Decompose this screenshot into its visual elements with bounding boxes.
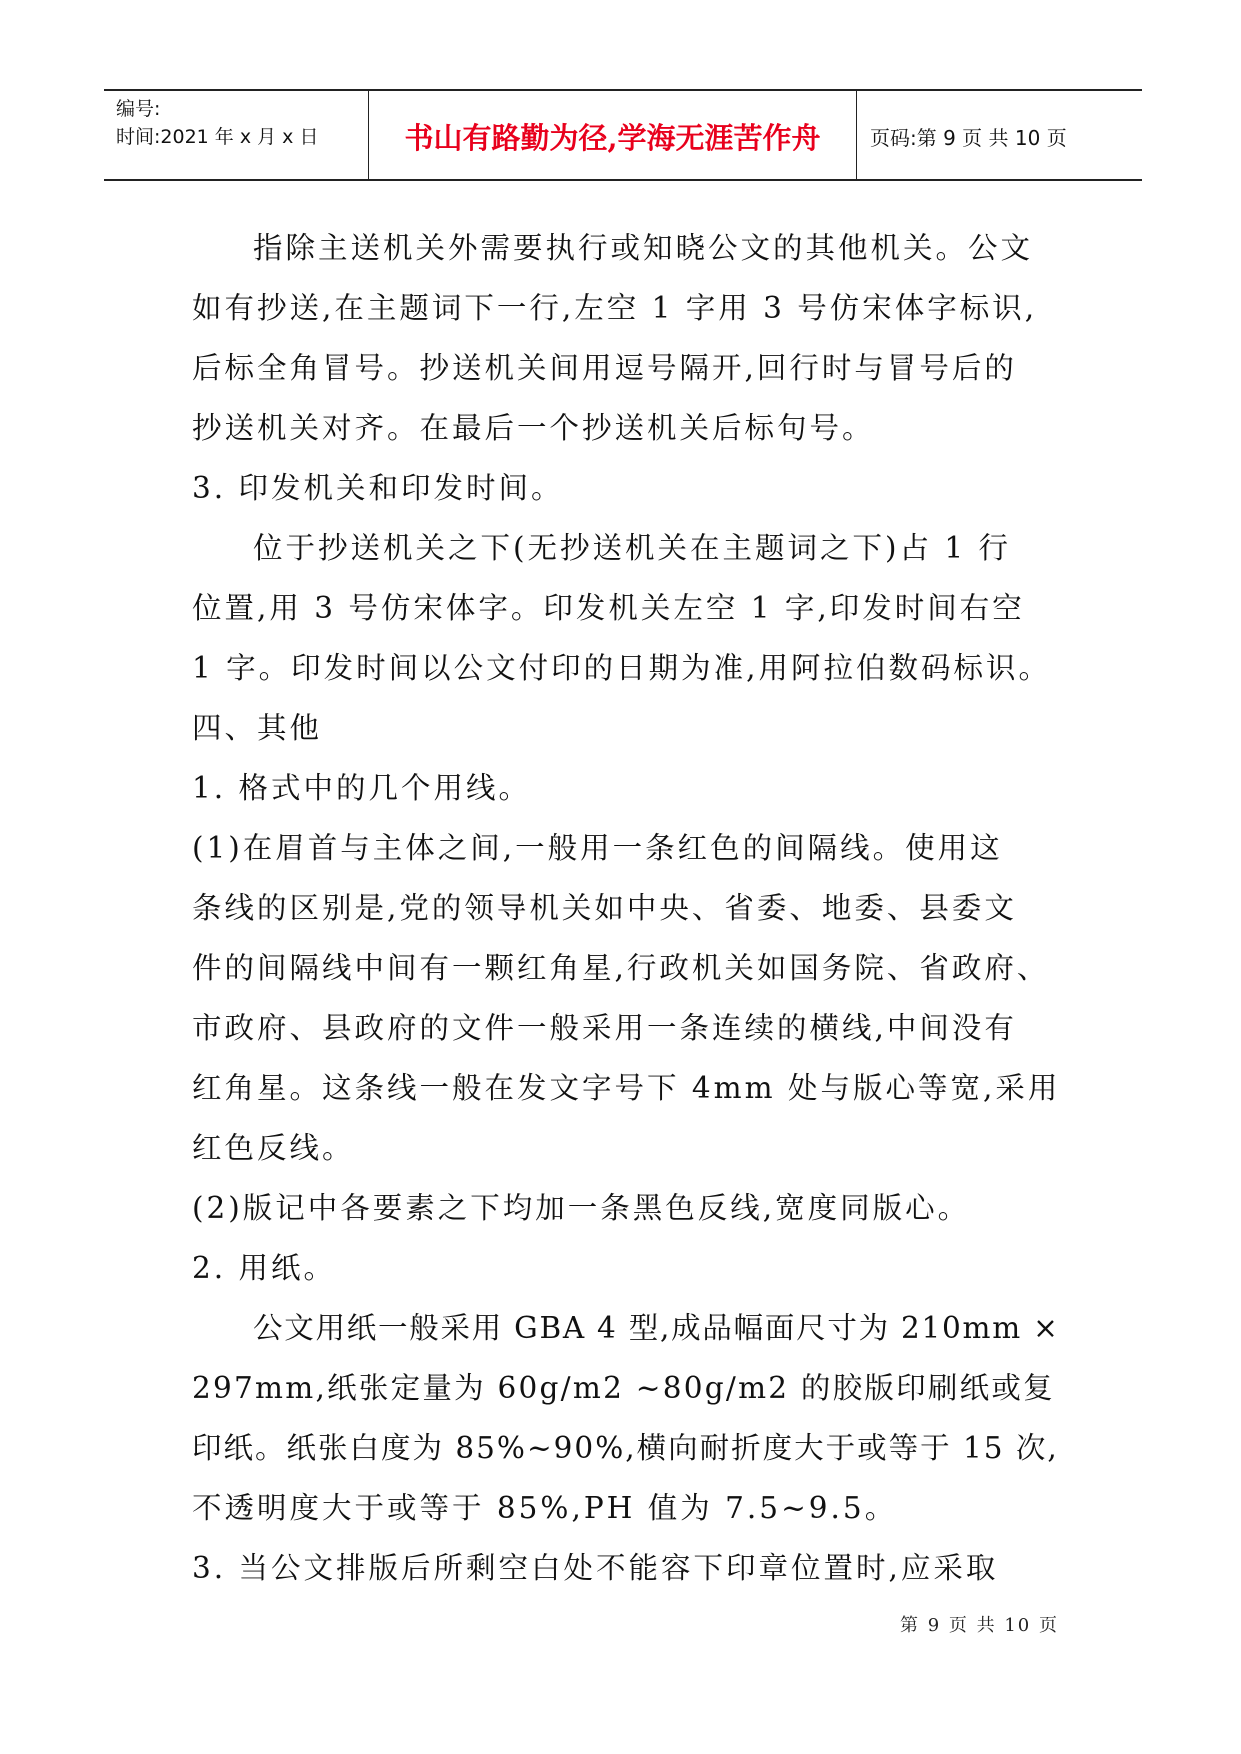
body-line: 条线的区别是,党的领导机关如中央、省委、地委、县委文: [192, 891, 1017, 925]
page-header: [104, 89, 1142, 181]
body-line: 不透明度大于或等于 85%,PH 值为 7.5~9.5。: [192, 1491, 898, 1525]
section-heading: 2. 用纸。: [192, 1251, 337, 1285]
document-body: [192, 218, 1062, 1598]
body-line: 位置,用 3 号仿宋体字。印发机关左空 1 字,印发时间右空: [192, 591, 1025, 625]
section-heading: 3. 当公文排版后所剩空白处不能容下印章位置时,应采取: [192, 1551, 999, 1585]
header-divider-right: [856, 91, 857, 181]
chapter-heading: 四、其他: [192, 711, 323, 745]
body-line: 后标全角冒号。抄送机关间用逗号隔开,回行时与冒号后的: [192, 351, 1017, 385]
body-line: (1)在眉首与主体之间,一般用一条红色的间隔线。使用这: [192, 831, 1003, 865]
body-line: 位于抄送机关之下(无抄送机关在主题词之下)占 1 行: [253, 531, 1012, 565]
section-heading: 1. 格式中的几个用线。: [192, 771, 532, 805]
document-time-label: 时间:2021 年 x 月 x 日: [116, 126, 319, 148]
body-line: 指除主送机关外需要执行或知晓公文的其他机关。公文: [253, 231, 1034, 265]
body-line: 红角星。这条线一般在发文字号下 4mm 处与版心等宽,采用: [192, 1071, 1061, 1105]
body-line: 抄送机关对齐。在最后一个抄送机关后标句号。: [192, 411, 875, 445]
document-number-label: 编号:: [116, 98, 161, 120]
body-line: (2)版记中各要素之下均加一条黑色反线,宽度同版心。: [192, 1191, 971, 1225]
body-line: 红色反线。: [192, 1131, 355, 1165]
body-line: 件的间隔线中间有一颗红角星,行政机关如国务院、省政府、: [192, 951, 1050, 985]
section-heading: 3. 印发机关和印发时间。: [192, 471, 564, 505]
body-line: 公文用纸一般采用 GBA 4 型,成品幅面尺寸为 210mm ×: [253, 1311, 1060, 1345]
body-line: 印纸。纸张白度为 85%~90%,横向耐折度大于或等于 15 次,: [192, 1431, 1059, 1465]
page-footer-number: 第 9 页 共 10 页: [900, 1615, 1059, 1636]
header-motto: 书山有路勤为径,学海无涯苦作舟: [404, 120, 821, 155]
header-meta: [116, 95, 318, 151]
body-line: 297mm,纸张定量为 60g/m2 ~80g/m2 的胶版印刷纸或复: [192, 1371, 1055, 1405]
body-line: 1 字。印发时间以公文付印的日期为准,用阿拉伯数码标识。: [192, 651, 1052, 685]
body-line: 如有抄送,在主题词下一行,左空 1 字用 3 号仿宋体字标识,: [192, 291, 1038, 325]
body-line: 市政府、县政府的文件一般采用一条连续的横线,中间没有: [192, 1011, 1017, 1045]
header-page-code: 页码:第 9 页 共 10 页: [870, 125, 1067, 150]
